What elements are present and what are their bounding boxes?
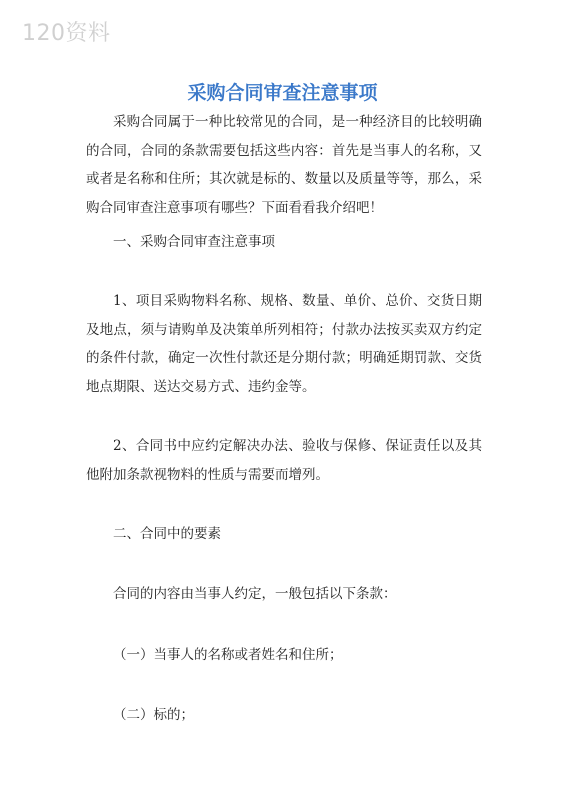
section1-heading: 一、采购合同审查注意事项 [113,234,275,250]
intro-paragraph: 采购合同属于一种比较常见的合同，是一种经济目的比较明确的合同，合同的条款需要包括这些内容：首先是当事人的名称，又或者是名称和住所；其次就是标的、数量以及质量等等，那么，采购合同审查注意事项有哪些？下面看看我介绍吧！ [86,114,482,216]
item2-paragraph: 2、合同书中应约定解决办法、验收与保修、保证责任以及其他附加条款视物料的性质与需要而增列。 [86,438,482,483]
item1-paragraph: 1、项目采购物料名称、规格、数量、单价、总价、交货日期及地点，须与请购单及决策单所列相符；付款办法按买卖双方约定的条件付款，确定一次性付款还是分期付款；明确延期罚款、交货地点期限、送达交易方式、违约金等。 [86,293,482,395]
clause-2: （二）标的； [113,707,194,723]
clause-1: （一）当事人的名称或者姓名和住所； [113,647,343,663]
document-title: 采购合同审查注意事项 [187,82,378,104]
section2-heading: 二、合同中的要素 [113,526,221,542]
watermark-logo: 120资料 [22,21,111,46]
section2-intro: 合同的内容由当事人约定，一般包括以下条款： [113,586,397,602]
